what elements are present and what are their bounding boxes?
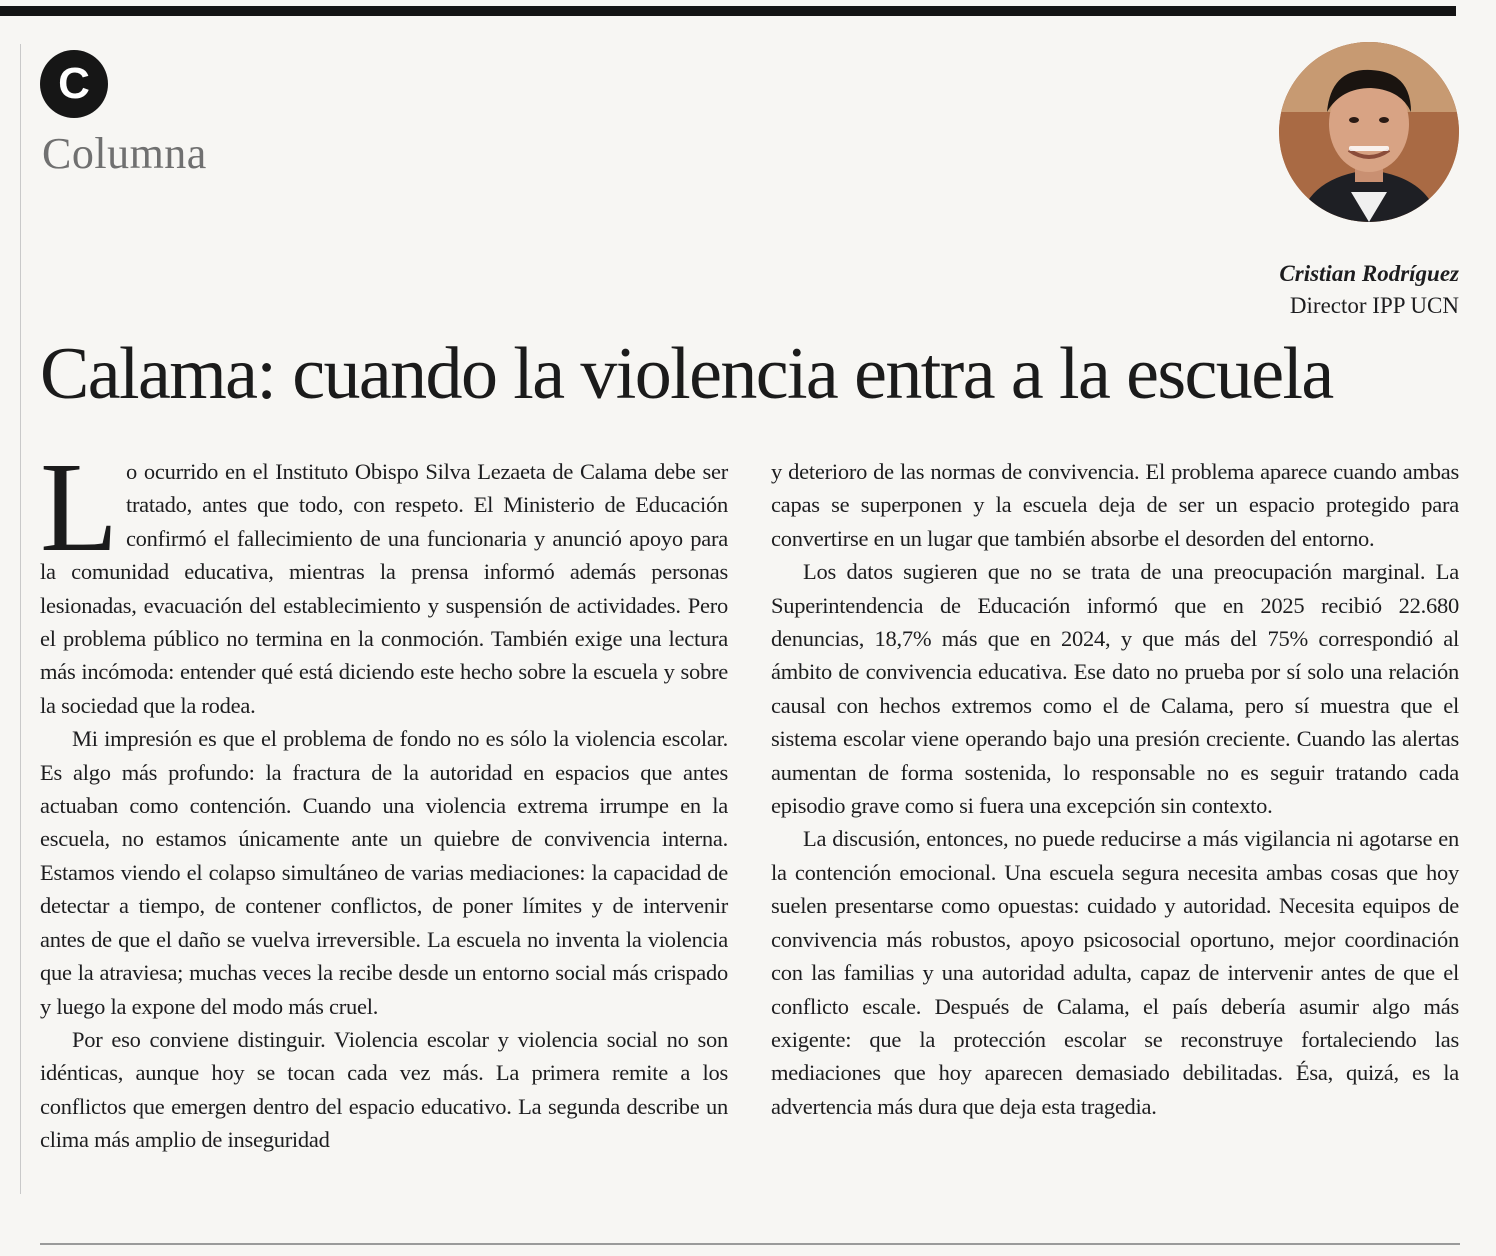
author-photo (1279, 42, 1459, 222)
author-credit (1279, 258, 1459, 322)
article-column-left (40, 436, 728, 1157)
paragraph (40, 436, 728, 722)
paragraph: y deterioro de las normas de convivencia. El problema aparece cuando ambas capas se superponen y la escuela deja de ser un espacio protegido para convertirse en un lugar que también absorbe el desorden del entorno. (771, 459, 1459, 551)
article-column-right (771, 455, 1459, 1123)
paragraph-text: o ocurrido en el Instituto Obispo Silva Lezaeta de Calama debe ser tratado, antes que todo, con respeto. El Ministerio de Educación confirmó el fallecimiento de una funcionaria y anunció apoyo para la comunidad educativa, mientras la prensa informó además personas lesionadas, evacuación del establecimiento y suspensión de actividades. Pero el problema público no termina en la conmoción. También exige una lectura más incómoda: entender qué está diciendo este hecho sobre la escuela y sobre la sociedad que la rodea. (40, 459, 728, 718)
bottom-rule (40, 1243, 1460, 1245)
author-name: Cristian Rodríguez (1279, 261, 1459, 286)
paragraph: Los datos sugieren que no se trata de una preocupación marginal. La Superintendencia de Educación informó que en 2025 recibió 22.680 denuncias, 18,7% más que en 2024, y que más del 75% correspondió al ámbito de convivencia educativa. Ese dato no prueba por sí solo una relación causal con hechos extremos como el de Calama, pero sí muestra que el sistema escolar viene operando bajo una presión creciente. Cuando las alertas aumentan de forma sostenida, lo responsable no es seguir tratando cada episodio grave como si fuera una excepción sin contexto. (771, 559, 1459, 819)
section-badge-icon: C (40, 50, 108, 118)
drop-cap: L (40, 436, 118, 578)
article-headline: Calama: cuando la violencia entra a la escuela (40, 333, 1333, 415)
author-portrait-icon (1279, 42, 1459, 222)
paragraph: Por eso conviene distinguir. Violencia escolar y violencia social no son idénticas, aunque hoy se tocan cada vez más. La primera remite a los conflictos que emergen dentro del espacio educativo. La segunda describe un clima más amplio de inseguridad (40, 1026, 728, 1153)
author-title: Director IPP UCN (1289, 293, 1459, 318)
section-label: Columna (42, 129, 207, 178)
left-margin-rule (20, 44, 21, 1194)
top-rule (0, 6, 1456, 16)
paragraph: Mi impresión es que el problema de fondo no es sólo la violencia escolar. Es algo más profundo: la fractura de la autoridad en espacios que antes actuaban como contención. Cuando una violencia extrema irrumpe en la escuela, no estamos únicamente ante un quiebre de convivencia interna. Estamos viendo el colapso simultáneo de varias mediaciones: la capacidad de detectar a tiempo, de contener conflictos, de poner límites y de intervenir antes de que el daño se vuelva irreversible. La escuela no inventa la violencia que la atraviesa; muchas veces la recibe desde un entorno social más crispado y luego la expone del modo más cruel. (40, 726, 728, 1019)
paragraph: La discusión, entonces, no puede reducirse a más vigilancia ni agotarse en la contención emocional. Una escuela segura necesita ambas cosas que hoy suelen presentarse como opuestas: cuidado y autoridad. Necesita equipos de convivencia más robustos, apoyo psicosocial oportuno, mejor coordinación con las familias y una autoridad adulta, capaz de intervenir antes de que el conflicto escale. Después de Calama, el país debería asumir algo más exigente: que la protección escolar se reconstruye fortaleciendo las mediaciones que hoy aparecen demasiado debilitadas. Ésa, quizá, es la advertencia más dura que deja esta tragedia. (771, 826, 1459, 1119)
